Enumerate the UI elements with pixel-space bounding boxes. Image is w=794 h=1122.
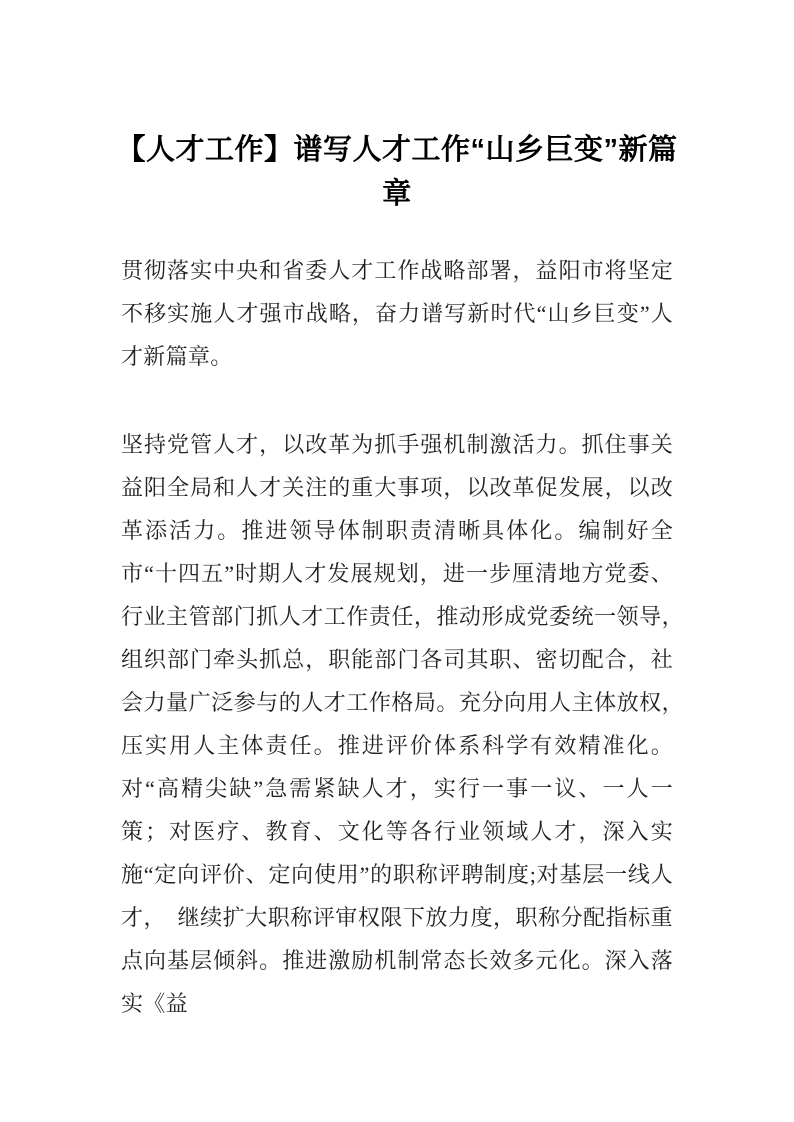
paragraph-main: 坚持党管人才，以改革为抓手强机制激活力。抓住事关益阳全局和人才关注的重大事项，以改革促发展，以改革添活力。推进领导体制职责清晰具体化。编制好全市“十四五”时期人才发展规划，进一步厘清地方党委、行业主管部门抓人才工作责任，推动形成党委统一领导， 组织部门牵头抓总，职能部门各司其职、密切配合，社会力量广泛参与的人才工作格局。充分向用人主体放权， 压实用人主体责任。推进评价体系科学有效精准化。对“高精尖缺”急需紧缺人才，实行一事一议、一人一策；对医疗、教育、文化等各行业领域人才，深入实施“定向评价、定向使用”的职称评聘制度;对基层一线人才， 继续扩大职称评审权限下放力度，职称分配指标重点向基层倾斜。推进激励机制常态长效多元化。深入落实《益 bbox=[121, 432, 696, 1016]
document-title: 【人才工作】谱写人才工作“山乡巨变”新篇章 bbox=[116, 134, 678, 210]
paragraph-intro: 贯彻落实中央和省委人才工作战略部署，益阳市将坚定不移实施人才强市战略，奋力谱写新时代“山乡巨变”人才新篇章。 bbox=[121, 258, 673, 369]
document-body bbox=[121, 249, 696, 1025]
